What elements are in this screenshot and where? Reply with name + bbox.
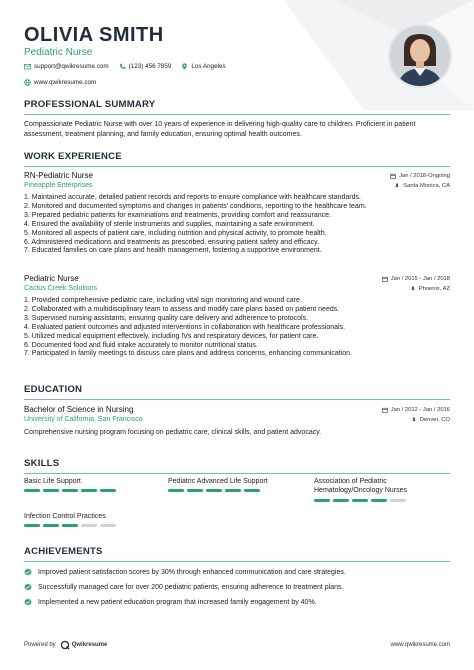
website-text: www.qwikresume.com: [34, 79, 97, 86]
email-icon: [24, 63, 31, 70]
achievement-text: Successfully managed care for over 200 pediatric patients, ensuring adherence to treatment plans.: [38, 583, 344, 591]
pin-icon: [410, 286, 416, 292]
education-location-text: Denver, CO: [419, 416, 450, 423]
section-divider: [24, 166, 450, 167]
list-item: 2. Monitored and documented symptoms and changes in patients' conditions, reporting to the healthcare team.: [24, 202, 367, 210]
job-location-text: Phoenix, AZ: [418, 285, 450, 292]
skill-level-filled: [187, 489, 203, 492]
section-divider: [24, 114, 450, 115]
skill-level-filled: [352, 499, 368, 502]
summary-section: [24, 99, 450, 139]
profile-avatar-icon: [390, 26, 450, 86]
contact-website[interactable]: [24, 79, 96, 86]
location-text: Los Angeles: [191, 63, 226, 70]
resume-header: [24, 24, 164, 58]
achievement-text: Implemented a new patient education program that increased family engagement by 40%.: [38, 598, 317, 606]
achievement-item: [24, 568, 450, 576]
location-icon: [181, 63, 188, 70]
link-icon: [24, 79, 31, 86]
skill-level-filled: [244, 489, 260, 492]
achievement-text: Improved patient satisfaction scores by 30% through enhanced communication and care strategies.: [38, 568, 346, 576]
list-item: 4. Evaluated patient outcomes and adjusted interventions in collaboration with healthcare professionals.: [24, 323, 346, 331]
job-location: [410, 286, 450, 292]
list-item: 7. Participated in family meetings to discuss care plans and address concerns, enhancing communication.: [24, 350, 353, 358]
list-item: 3. Prepared pediatric patients for examinations and treatments, providing comfort and reassurance.: [24, 211, 331, 219]
summary-text: Compassionate Pediatric Nurse with over 10 years of experience in delivering high-quality care to children. Proficient in patient assessment, treatment planning, and family education, ensuring optimal health outcomes.: [24, 121, 416, 138]
section-divider: [24, 399, 450, 400]
skill-level-filled: [206, 489, 222, 492]
job-dates: [390, 173, 450, 179]
skill-level-filled: [225, 489, 241, 492]
education-dates-text: Jan / 2012 - Jan / 2016: [390, 406, 450, 413]
list-item: 1. Provided comprehensive pediatric care, including vital sign monitoring and wound care.: [24, 297, 302, 304]
degree-title: Bachelor of Science in Nursing: [24, 405, 134, 414]
skill-level-filled: [333, 499, 349, 502]
skill-name: Association of Pediatric Hematology/Oncology Nurses: [314, 478, 407, 494]
education-dates: [382, 407, 450, 413]
job-dates: [382, 276, 450, 282]
section-divider: [24, 473, 450, 474]
list-item: 6. Documented food and fluid intake accurately to monitor nutritional status.: [24, 341, 258, 349]
list-item: 7. Educated families on care plans and health management, fostering a supportive environment.: [24, 247, 322, 255]
calendar-icon: [382, 407, 388, 413]
contact-location: [181, 63, 225, 70]
skill-level-filled: [24, 524, 40, 527]
experience-heading: WORK EXPERIENCE: [24, 151, 122, 162]
skill-level-filled: [168, 489, 184, 492]
education-entry: [24, 405, 450, 438]
job-bullets: [24, 297, 450, 359]
achievement-item: [24, 583, 450, 591]
skill-rating: [24, 524, 154, 527]
phone-icon: [119, 63, 126, 70]
skill-item: [24, 513, 154, 527]
powered-by-text: Powered by: [24, 642, 56, 648]
section-divider: [24, 561, 450, 562]
education-section: [24, 384, 450, 400]
profile-photo: [388, 24, 452, 88]
job-dates-text: Jan / 2015 - Jan / 2018: [390, 275, 450, 282]
job-title: RN-Pediatric Nurse: [24, 171, 93, 180]
skill-rating: [314, 499, 450, 502]
list-item: 1. Maintained accurate, detailed patient records and reports to ensure compliance with healthcare standards.: [24, 194, 361, 201]
education-location: [411, 417, 450, 423]
experience-section: [24, 151, 450, 167]
skill-level-filled: [62, 524, 78, 527]
skill-item: [24, 478, 144, 492]
pin-icon: [394, 183, 400, 189]
skills-section: [24, 458, 450, 474]
job-title: Pediatric Nurse: [24, 274, 79, 283]
job-entry: [24, 274, 450, 359]
achievements-heading: ACHIEVEMENTS: [24, 546, 103, 557]
email-text: support@qwikresume.com: [34, 63, 109, 70]
calendar-icon: [382, 276, 388, 282]
contact-row: [24, 63, 236, 70]
skill-level-empty: [390, 499, 406, 502]
check-badge-icon: [24, 583, 32, 591]
list-item: 4. Ensured the availability of sterile instruments and supplies, maintaining a safe environment.: [24, 220, 315, 228]
job-bullets: [24, 194, 450, 256]
skill-level-filled: [43, 489, 59, 492]
skill-level-empty: [100, 524, 116, 527]
list-item: 3. Supervised nursing assistants, ensuring quality care delivery and adherence to protocols.: [24, 314, 309, 322]
achievement-item: [24, 598, 450, 606]
page-footer: [24, 640, 450, 650]
skill-item: [168, 478, 298, 492]
skill-level-filled: [43, 524, 59, 527]
skill-level-filled: [314, 499, 330, 502]
skill-rating: [24, 489, 144, 492]
list-item: 6. Administered medications and treatments as prescribed, ensuring patient safety and efficacy.: [24, 238, 320, 246]
skill-item: [314, 478, 450, 502]
qwikresume-logo-icon: [60, 640, 70, 650]
skill-level-filled: [62, 489, 78, 492]
school-name: University of California, San Francisco: [24, 416, 143, 423]
list-item: 2. Collaborated with a multidisciplinary team to assess and modify care plans based on patient needs.: [24, 305, 340, 313]
powered-by[interactable]: [24, 640, 107, 650]
job-entry: [24, 171, 450, 256]
skill-rating: [168, 489, 298, 492]
contact-email[interactable]: [24, 63, 109, 70]
job-dates-text: Jan / 2018-Ongoing: [399, 172, 450, 179]
skill-name: Infection Control Practices: [24, 513, 106, 520]
brand-name: Qwikresume: [71, 642, 108, 648]
job-organization: Pineapple Enterprises: [24, 182, 93, 189]
skill-name: Basic Life Support: [24, 478, 81, 485]
calendar-icon: [390, 173, 396, 179]
skill-level-filled: [81, 489, 97, 492]
candidate-name: OLIVIA SMITH: [24, 24, 164, 46]
pin-icon: [411, 417, 417, 423]
list-item: 5. Utilized medical equipment effectively, including IVs and respiratory devices, for patient care.: [24, 332, 319, 340]
achievements-section: [24, 546, 450, 562]
check-badge-icon: [24, 598, 32, 606]
skill-level-empty: [81, 524, 97, 527]
skill-name: Pediatric Advanced Life Support: [168, 478, 268, 485]
summary-heading: PROFESSIONAL SUMMARY: [24, 99, 156, 110]
list-item: 5. Monitored all aspects of patient care, including nutrition and physical activity, to promote health.: [24, 229, 327, 237]
job-location: [394, 183, 450, 189]
skill-level-filled: [100, 489, 116, 492]
candidate-title: Pediatric Nurse: [24, 47, 93, 58]
skill-level-filled: [24, 489, 40, 492]
phone-text: (123) 456 7859: [128, 63, 172, 70]
job-location-text: Santa Monica, CA: [403, 182, 450, 189]
skill-level-filled: [371, 499, 387, 502]
education-text: Comprehensive nursing program focusing on pediatric care, clinical skills, and patient advocacy.: [24, 429, 322, 436]
check-badge-icon: [24, 568, 32, 576]
education-heading: EDUCATION: [24, 384, 83, 395]
skills-heading: SKILLS: [24, 458, 60, 469]
footer-url[interactable]: www.qwikresume.com: [390, 642, 450, 648]
contact-phone[interactable]: [119, 63, 172, 70]
job-organization: Cactus Creek Solutions: [24, 285, 98, 292]
